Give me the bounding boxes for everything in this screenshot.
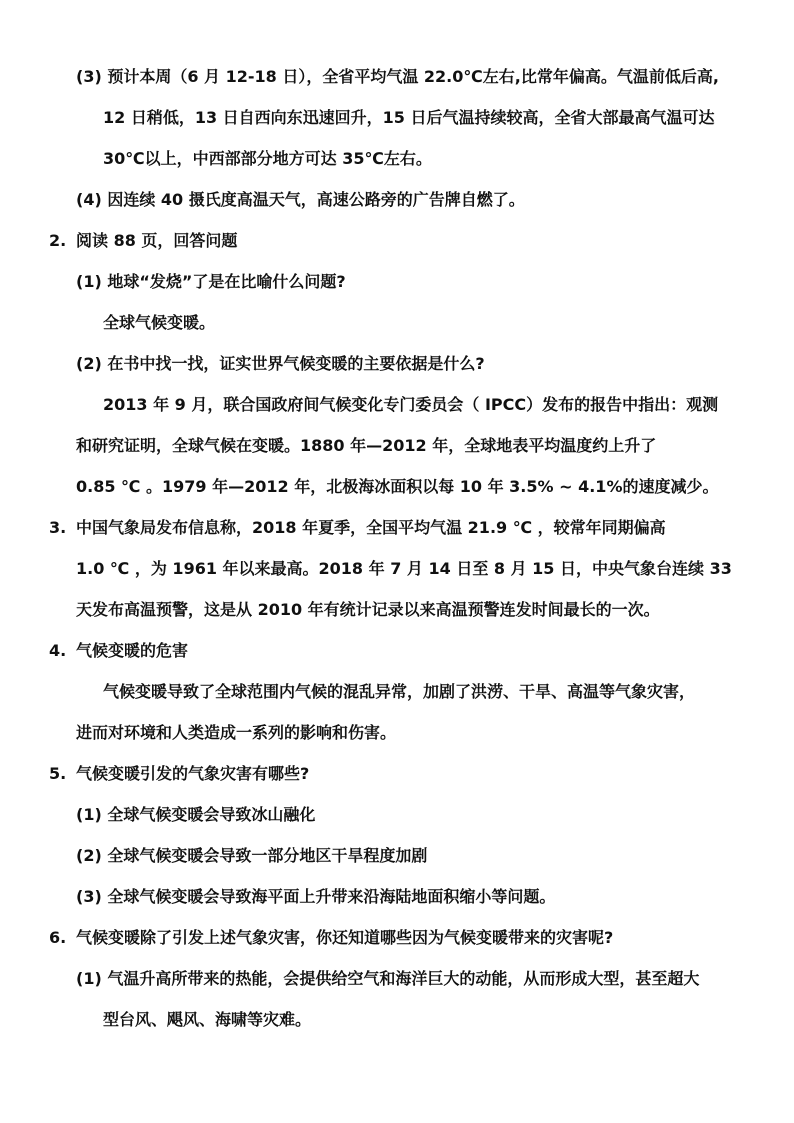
item-2-sub-1-answer: 全球气候变暖。 — [103, 313, 216, 332]
subitem-3-line-1: (3) 预计本周（6 月 12-18 日），全省平均气温 22.0℃左右,比常年偏高。气温前低后高, — [76, 67, 719, 86]
item-4-body-line-1: 气候变暖导致了全球范围内气候的混乱异常，加剧了洪涝、干旱、高温等气象灾害， — [103, 682, 696, 701]
text-line-15 — [0, 630, 794, 671]
text-line-22 — [0, 917, 794, 958]
item-2-sub-2-answer-line-1: 2013 年 9 月，联合国政府间气候变化专门委员会（ IPCC）发布的报告中指出：观测 — [103, 395, 719, 414]
item-3-line-1: 中国气象局发布信息称，2018 年夏季，全国平均气温 21.9 ℃ ，较常年同期偏高 — [76, 518, 666, 537]
item-number-2: 2. — [49, 231, 67, 250]
text-line-14 — [0, 589, 794, 630]
text-line-4 — [0, 179, 794, 220]
subitem-4: (4) 因连续 40 摄氏度高温天气，高速公路旁的广告牌自燃了。 — [76, 190, 525, 209]
text-line-9 — [0, 384, 794, 425]
text-line-21 — [0, 876, 794, 917]
item-number-5: 5. — [49, 764, 67, 783]
item-2-sub-2-answer-line-2: 和研究证明，全球气候在变暖。1880 年—2012 年，全球地表平均温度约上升了 — [76, 436, 657, 455]
item-number-3: 3. — [49, 518, 67, 537]
subitem-3-line-2: 12 日稍低，13 日自西向东迅速回升，15 日后气温持续较高，全省大部最高气温可达 — [103, 108, 715, 127]
text-line-20 — [0, 835, 794, 876]
text-line-5 — [0, 220, 794, 261]
text-line-23 — [0, 958, 794, 999]
item-2-sub-2: (2) 在书中找一找，证实世界气候变暖的主要依据是什么? — [76, 354, 485, 373]
item-6-sub-1-line-1: (1) 气温升高所带来的热能，会提供给空气和海洋巨大的动能，从而形成大型，甚至超大 — [76, 969, 700, 988]
text-line-17 — [0, 712, 794, 753]
text-line-2 — [0, 97, 794, 138]
item-number-4: 4. — [49, 641, 67, 660]
text-line-11 — [0, 466, 794, 507]
text-line-3 — [0, 138, 794, 179]
item-number-6: 6. — [49, 928, 67, 947]
item-2-sub-2-answer-line-3: 0.85 ℃ 。1979 年—2012 年，北极海冰面积以每 10 年 3.5% ~ 4.1%的速度减少。 — [76, 477, 719, 496]
item-2-sub-1: (1) 地球“发烧”了是在比喻什么问题? — [76, 272, 346, 291]
item-4-heading: 气候变暖的危害 — [76, 641, 189, 660]
text-line-16 — [0, 671, 794, 712]
item-4-body-line-2: 进而对环境和人类造成一系列的影响和伤害。 — [76, 723, 397, 742]
subitem-3-line-3: 30℃以上，中西部部分地方可达 35℃左右。 — [103, 149, 432, 168]
item-6-heading: 气候变暖除了引发上述气象灾害，你还知道哪些因为气候变暖带来的灾害呢? — [76, 928, 614, 947]
item-5-sub-3: (3) 全球气候变暖会导致海平面上升带来沿海陆地面积缩小等问题。 — [76, 887, 556, 906]
text-line-19 — [0, 794, 794, 835]
text-line-7 — [0, 302, 794, 343]
item-5-sub-1: (1) 全球气候变暖会导致冰山融化 — [76, 805, 316, 824]
text-line-8 — [0, 343, 794, 384]
item-2-heading: 阅读 88 页，回答问题 — [76, 231, 238, 250]
item-5-heading: 气候变暖引发的气象灾害有哪些? — [76, 764, 310, 783]
item-3-line-2: 1.0 ℃ ，为 1961 年以来最高。2018 年 7 月 14 日至 8 月 15 日，中央气象台连续 33 — [76, 559, 732, 578]
item-3-line-3: 天发布高温预警，这是从 2010 年有统计记录以来高温预警连发时间最长的一次。 — [76, 600, 660, 619]
text-line-1 — [0, 56, 794, 97]
item-5-sub-2: (2) 全球气候变暖会导致一部分地区干旱程度加剧 — [76, 846, 428, 865]
text-line-12 — [0, 507, 794, 548]
text-line-10 — [0, 425, 794, 466]
text-line-6 — [0, 261, 794, 302]
text-line-18 — [0, 753, 794, 794]
item-6-sub-1-line-2: 型台风、飓风、海啸等灾难。 — [103, 1010, 312, 1029]
text-line-24 — [0, 999, 794, 1040]
text-line-13 — [0, 548, 794, 589]
